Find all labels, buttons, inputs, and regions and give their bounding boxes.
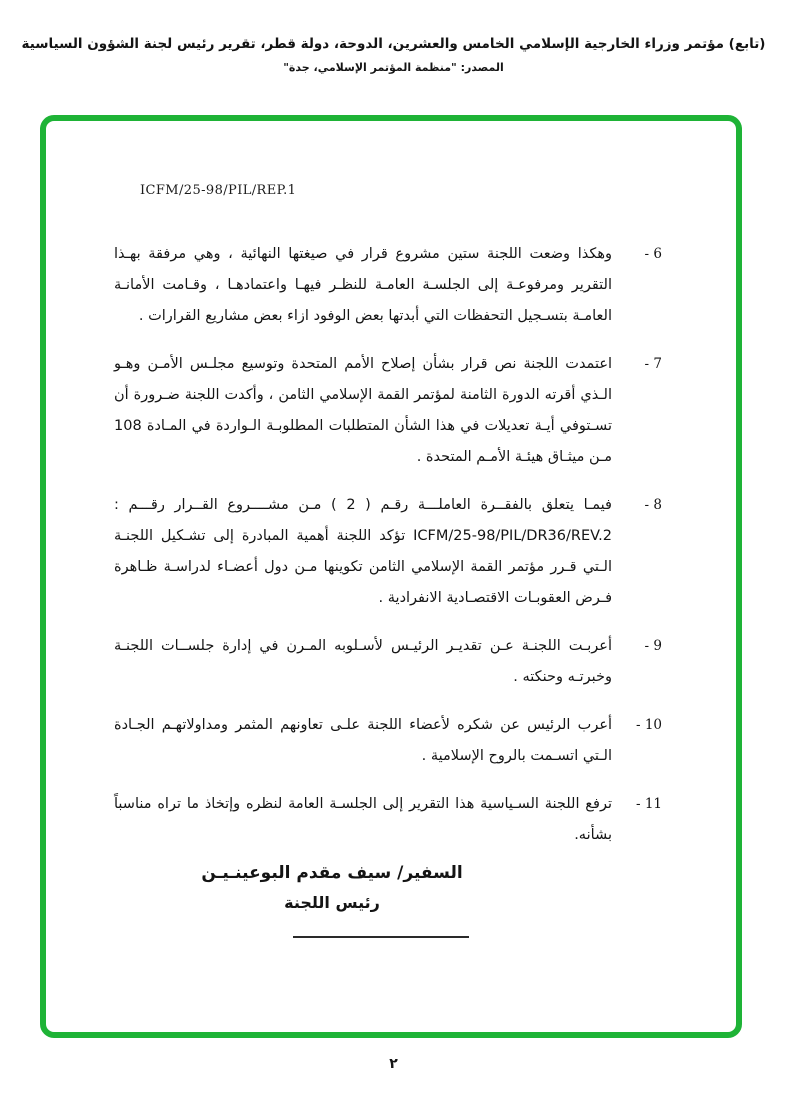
paragraph-10 xyxy=(114,710,662,772)
signature-line xyxy=(293,936,469,938)
paragraph-8 xyxy=(114,490,662,614)
paragraph-text: أعربـت اللجنـة عـن تقديـر الرئيـس لأسـلوبه المـرن في إدارة جلســات اللجنـة وخبرتـه وحنكته . xyxy=(114,638,612,685)
paragraph-9 xyxy=(114,631,662,693)
header-title: (تابع) مؤتمر وزراء الخارجية الإسلامي الخامس والعشرين، الدوحة، دولة قطر، تقرير رئيس لجنة الشؤون السياسية xyxy=(21,36,766,52)
paragraph-7 xyxy=(114,349,662,473)
paragraph-text: اعتمدت اللجنة نص قرار بشأن إصلاح الأمم المتحدة وتوسيع مجلـس الأمـن وهـو الـذي أقرته الدورة الثامنة لمؤتمر القمة الإسلامي الثامن ، وأكدت اللجنة ضـرورة أن تسـتوفي أيـة تعديلات في هذا الشأن المتطلبات المطلوبـة الـواردة في المـادة 108 مـن ميثـاق هيئـة الأمـم المتحدة . xyxy=(114,356,612,465)
paragraph-marker: 11 - xyxy=(635,796,662,812)
header-source: المصدر: "منظمة المؤتمر الإسلامي، جدة" xyxy=(283,61,504,74)
signature-name: السفير/ سيف مقدم البوعينـيـن xyxy=(201,863,463,883)
paragraph-text: ترفع اللجنة السـياسية هذا التقرير إلى الجلسـة العامة لنظره وإتخاذ ما تراه مناسباً بشأنه. xyxy=(114,796,612,843)
signature-block xyxy=(132,858,532,918)
document-reference: ICFM/25-98/PIL/REP.1 xyxy=(140,183,297,198)
paragraph-marker: 9 - xyxy=(644,638,662,654)
signature-title: رئيس اللجنة xyxy=(284,893,380,912)
paragraph-text: أعرب الرئيس عن شكره لأعضاء اللجنة علـى تعاونهم المثمر ومداولاتهـم الجـادة الـتي اتسـمت بالروح الإسلامية . xyxy=(114,717,612,764)
paragraph-marker: 10 - xyxy=(635,717,662,733)
paragraph-marker: 6 - xyxy=(644,246,662,262)
paragraph-marker: 8 - xyxy=(644,497,662,513)
paragraph-6 xyxy=(114,239,662,332)
paragraph-text: وهكذا وضعت اللجنة ستين مشروع قرار في صيغتها النهائية ، وهي مرفقة بهـذا التقرير ومرفوعـة إلى الجلسـة العامـة للنظـر فيهـا واعتمادهـا ، وقـامت الأمانـة العامـة بتسـجيل التحفظات التي أبدتها بعض الوفود ازاء بعض مشاريع القرارات . xyxy=(114,246,612,324)
page-number: ٢ xyxy=(389,1056,398,1072)
paragraph-11 xyxy=(114,789,662,851)
paragraph-list xyxy=(114,239,662,868)
document-frame xyxy=(40,115,742,1038)
paragraph-marker: 7 - xyxy=(644,356,662,372)
document-header xyxy=(0,36,787,74)
paragraph-text: فيمـا يتعلق بالفقــرة العاملـــة رقـم ( 2 ) مـن مشــــروع القــرار رقـــم : ICFM/25-98/PIL/DR36/REV.2 تؤكد اللجنة أهمية المبادرة إلى تشـكيل اللجنـة الـتي قـرر مؤتمر القمة الإسلامي الثامن تكوينها مـن دول أعضـاء لدراسـة ظـاهرة فـرض العقوبـات الاقتصـادية الانفرادية . xyxy=(114,497,612,606)
